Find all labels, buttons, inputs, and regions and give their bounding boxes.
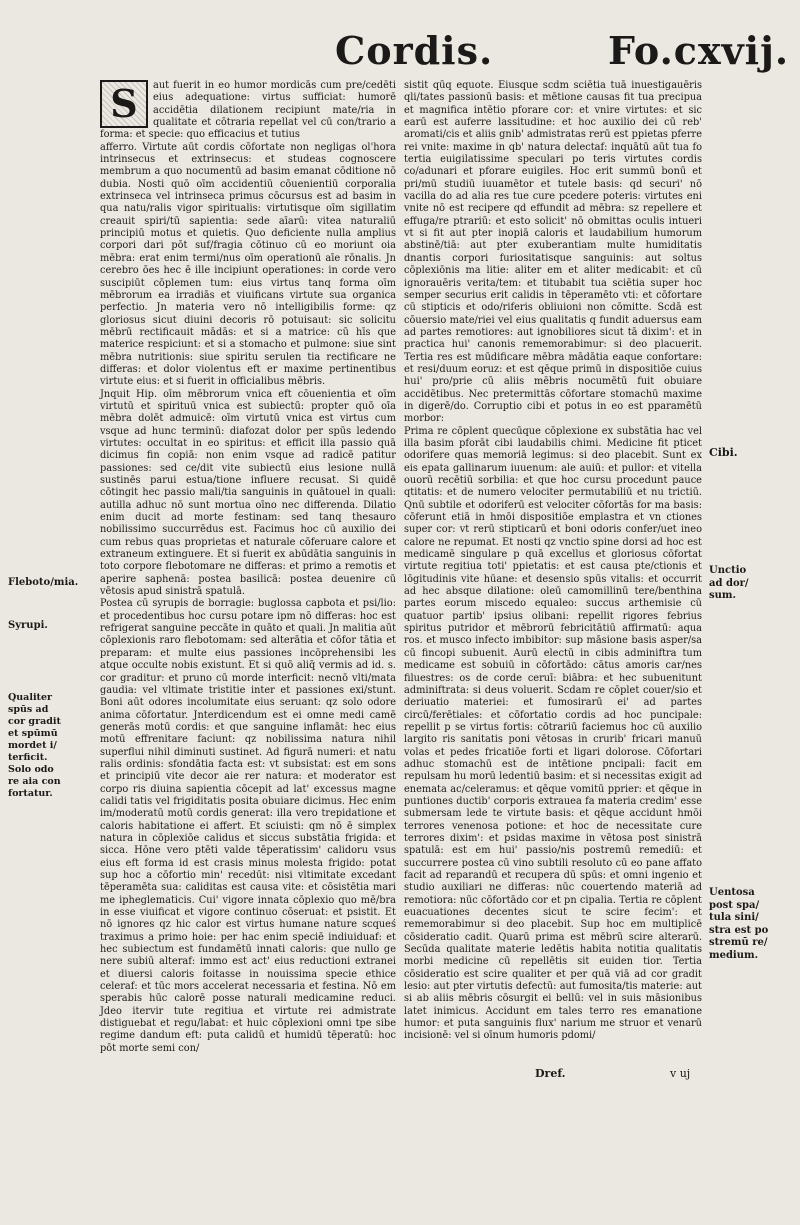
paragraph: Postea cū syrupis de borragie: buglossa capbota et psi/lio: et procedentibus hoc cursu potare ipm nō differas: hoc est refrigerat sanguine peccāte in quāto et quali. Jn malitia aūt cōplexionis raro flebotomam: sed alterātia et cōfor tātia et preparam: et multe eius passiones incōprehensibi les atque occulte nobis existunt. Et si quō aliq̄ vermis ad id. s. cor graditur: et pruno cū morde interficit: necnō vlti/mata gaudia: vel vltimate tristitie inter et passiones exi/stunt. Boni aūt odores incolumitate eius seruant: qz solo odore anima cōfortatur. Jnterdicendum est ei omne medi camē generās motū cordis: et que sanguine inflamāt: hec eius motū effrenitare faciunt: qz nobilissima natura nihil superflui nihil diminuti sustinet. Ad figurā numeri: et natu ralis ordinis: sfondātia facta est: vt subsistat: est em sons et principiū vite decor aie rer natura: et moderator est corpo ris diuina sapientia cōcepit ad lat' excessus magne calidi tatis vel frigiditatis posita obuiare dicimus. Hec enim im/moderatū motū cordis generat: illa vero trepidatione et caloris habitatione ei affert. Et sciuisti: qm nō ē simplex natura in cōplexiōe calidus et siccus substātia frigida: et sicca. Hōne vero ptēti valde tēperatissim' calidoru vsus eius eft forma id est crasis minus molesta frigido: potat sup hoc a cōfortio min' recedūt: nisi vltimitate excedant tēperamēta sua: caliditas est causa vite: et cōsistētia mari me ipheglematicis. Cui' vigore innata cōplexio quo mē/bra in esse viuificat et vigore continuo cōseruat: et psistit. Et nō ignores qz hic calor est virtus humane nature scqueś traximus a primo hoie: per hac enim speciē indiuiduaf: et hec subiectum est fundamētū innati caloris: que nullo ge nere subiū alteraf: immo est act' eius reductioni extranei et diuersi caloris foitasse in nouissima specie ethice celeraf: et tūc mors accelerat necessaria et festina. Nō em sperabis hūc calorē posse naturali medicamine reduci. Jdeo itervir tute regitiua et virtute rei admistrate distiguebat et regu/labat: et huic cōplexioni omni tpe sibe regime dandum eft: puta calidū et humidū tēperatū: hoc pōt morte semi con/ (100, 598, 396, 1054)
right-text-column (404, 80, 702, 1043)
margin-note-flebotomia: Fleboto/mia. (8, 577, 79, 588)
decorated-initial (100, 80, 148, 128)
left-text-column (100, 80, 396, 1055)
catchword: Dref. (535, 1067, 566, 1080)
signature-mark: v uj (670, 1067, 691, 1080)
running-title: Cordis. (335, 28, 494, 73)
paragraph: sistit qūq equote. Eiusque scdm sciētia tuā inuestigauēris qli/tates passionū basis: et mētione causas fit tua precipua et magnifica intētio pforare cor: et vnire virtutes: et sic earū est auferre lassitudine: et hoc auxilio dei cū reb' aromati/cis et aliis gnib' admistratas rerū est ppietas pferre rei vnite: maxime in qb' natura delectaf: inquātū aūt tua fo tertia euigilatissime speculari po teris virtutes cordis co/adunari et pforare euigiles. Hoc erit summū bonū et pri/mū studiū iuuamētor et tutele basis: qd securi' nō vacilla do ad alia res tue cure pcedere poteris: virtutes eni vnite nō est recipere qd effundit ad mēbra: sz repellere et effuga/re ptrariū: et esto solicit' nō obmittas oculis intueri vt si fit aut pter inopiā caloris et laudabilium humorum abstinē/tiā: aut pter exuberantiam multe humiditatis dnantis corpori furiositatisque sanguinis: aut soltus cōplexiōnis ma litie: aliter em et aliter medicabit: et cū ignorauēris verita/tem: et titubabit tua sciētia super hoc semper securius erit calidis in tēperamēto vti: et cōfortare cū stipticis et odo/riferis obliuioni non cōmitte. Scdā est cōuersio mate/riei vel eius qualitatis q fundit aduersus eam ad partes remotiores: aut ignobiliores sicut tā dixim': et in practica hui' canonis rememorabimur: si deo placuerit. Tertia res est mūdificare mēbra mādātia eaque confortare: et resi/duum eoruz: et est qēque primū in dispositiōe cuius hui' pro/prie cū aliis mēbris nocumētū fuit obuiare accidētibus. Nec pretermittās cōfortare stomachū maxime in digerē/do. Corruptio cibi et potus in eo est pparamētū morbor: (404, 80, 702, 425)
margin-note-cibi: Cibi. (709, 446, 738, 459)
blank-lower-margin (0, 1090, 800, 1225)
running-head (0, 28, 800, 80)
paragraph: aut fuerit in eo humor mordicās cum pre/cedēti eius adequatione: virtus sufficiat: humorē accidētia dilationem recipiunt mate/ria in qualitate et cōtraria repellat vel cū con/trario a forma: et specie: quo efficacius et tutius (100, 80, 396, 141)
margin-note-syrupi: Syrupi. (8, 620, 48, 631)
margin-note-unctio: Unctio ad dor/ sum. (709, 565, 749, 601)
decorated-initial-letter: S (110, 81, 138, 126)
paragraph: Jnquit Hip. oīm mēbrorum vnica eft cōuenientia et oīm virtutū et spirituū vnica est subiectū: propter quō oīa mēbra dolēt admuicē: oīm virtutū vnica est virtus cum vsque ad hunc terminū: diafozat dolor per spūs ledendo virtutes: occultat in eo spiritus: et efficit illa passio quā dicimus fin copiā: non enim vsque ad radicē patitur passiones: sed ce/dit vite subiectū eius lesione nullā sustinēs parui estua/tione influere recusat. Si quidē cōtingit hec passio mali/tia sanguinis in quātouel in quali: autilla adhuc nō sunt mortua oīno nec differenda. Dilatio enim ducit ad morte festinam: sed tanq thesauro nobilissimo succurrēdus est. Facimus hoc cū auxilio dei cum rebus quas proprietas et naturale cōferuare calore et extraneum extinguere. Et si fuerit ex abūdātia sanguinis in toto corpore flebotomare ne differas: et primo a remotis et aperire saphenā: postea basilicā: postea deuenire cū vētosis apud sinistrā spatulā. (100, 388, 396, 598)
folio-number: Fo.cxvij. (608, 28, 790, 73)
margin-note-uentosa: Uentosa post spa/ tula sini/ stra est po stremū re/ medium. (709, 887, 769, 961)
paragraph: afferro. Virtute aūt cordis cōfortate non negligas ol'hora intrinsecus et extrinsecus: et studeas cognoscere membrum a quo nocumentū ad basim emanat cōditione nō dubia. Nosti quō oīm accidentiū cōuenientiū corporalia extrinseca vel intrinseca primus cōcursus est ad basim in qua natu/ralis vigor spiritualis: virtutisque oīm sigillatim creauit spiri/tū sapientia: sede aīarū: vitea naturaliū principiū motus et quietis. Quo deficiente nulla amplius corpori dari pōt suf/fragia cōtinuo cū eo moriunt oia mēbra: erat enim termi/nus oīm operationū aīe rōnalis. Jn cerebro ōes hec ē ille incipiunt operationes: in corde vero suscipiūt cōplemen tum: eius virtus tanq forma oīm mēbrorum ea irradiās et viuificans virtute sua organica perfectio. Jn materia vero nō intelligibilis forme: qz gloriosus sicut diuini decoris rō potuisaut: sic solicitu mēbrū rectificauit mādās: et si a matrice: cū hīs que materice respiciunt: et si a stomacho et pulmone: siue sint mēbra nutritionis: siue spiritu serulen tia rectificare ne differas: et dolor violentus eft er maxime pertinentibus virtute eius: et si fuerit in officialibus mēbris. (100, 141, 396, 388)
paragraph: Prima re cōplent quecūque cōplexione ex substātia hac vel illa basim pforāt cibi laudabilis chimi. Medicine fit pticet odorifere quas memoriā legimus: si deo placebit. Sunt ex eis epata gallinarum iuuenum: ale auiū: et pullor: et vitella ouorū recētiū sorbilia: et que hoc cursu procedunt pauce qtitatis: et de numero velociter permutabiliū et nu trictiū. Qnū subtile et odoriferū est velociter cōfortās for ma basis: cōferunt etiā in hmōi dispositiōe emplastra et vn ctiones super cor: vt rerū stipticarū et boni odoris confer/uet ineo calore ne repumat. Et nosti qz vnctio spine dorsi ad hoc est medicamē singulare p quā excellus et gloriosus cōfortat virtute regitiua toti' ppietatis: et est causa pte/ctionis et lōgitudinis vite hūane: et desensio spūs vitalis: et occurrit ad hec absque dilatione: oleū camomillinū tere/benthina partes eorum miscedo equaleo: succus arthemisie cū quatuor partib' ipsius olibani: repellit rigores febrius spiritus putridor et mēbrorū febricitātiū affirmatū: aqua ros. et musco infecto imbibitor: sup māsione basis asper/sa cū fincopi subuenit. Aurū electū in cibis adminiftra tum medicame est sobuiū in cōfortādo: cātus amoris car/nes filuestres: os de corde ceruī: biābra: et hec subuenitunt adminiftrata: si deus voluerit. Scdam re cōplet couer/sio et deriuatio materiei: et fumosirarū ei' ad partes circū/ferētiales: et cōfortatio cordis ad hoc puncipale: repellit p se virtus fortis: cōtrariū faciemus hoc cū auxilio largito ris sanitatis poni vētosas in crurib' fricari manuū volas et pedes fricatiōe forti et ligari dolorose. Cōfortari adhuc stomachū est de intētione pncipali: facit em repulsam hu morū ledentiū basim: et si necessitas exigit ad enemata ac/celeramus: et qēque vomitū pprier: et qēque in puntiones ductib' corporis extrauea fa materia credim' esse submersam lede te virtute basis: et qēque accidunt hmōi terrores venenosa potione: et hoc de necessitate cure terrores dixim': et psidas maxime in vētosa post sinistrā spatulā: est em hui' passio/nis postremū remediū: et succurrere postea cū vino subtili resoluto cū eo pane affato facit ad reparandū et recupera dū spūs: et omni ingenio et studio auxiliari ne differas: nūc couertendo materiā ad remotiora: nūc cōfortādo cor et pn cipalia. Tertia re cōplent euacuationes decentes sicut te scire fecim': et rememorabimur si deo placebit. Sup hoc em multiplicē cōsideratio cadit. Quarū prima est mēbrū scire alterarū. Secūda qualitate materie ledētis habita notitia qualitatis morbi medicine cū repellētis sit euiden tior. Tertia cōsideratio est scire qualiter et per quā viā ad cor gradit lesio: aut pter virtutis defectū: aut fumosita/tis materie: aut si ab aliis mēbris cōsurgit ei bellū: vel in suis māsionibus latet inimicus. Accidunt em tales terro res emanatione humor: et puta sanguinis flux' narium me struor et venarū incisionē: vel si oīnum humoris pdomi/ (404, 425, 702, 1042)
margin-note-qualiter: Qualiter spūs ad cor gradit et spūmū mordet i/ terficit. Solo odo re aia con fortatur. (8, 692, 61, 799)
